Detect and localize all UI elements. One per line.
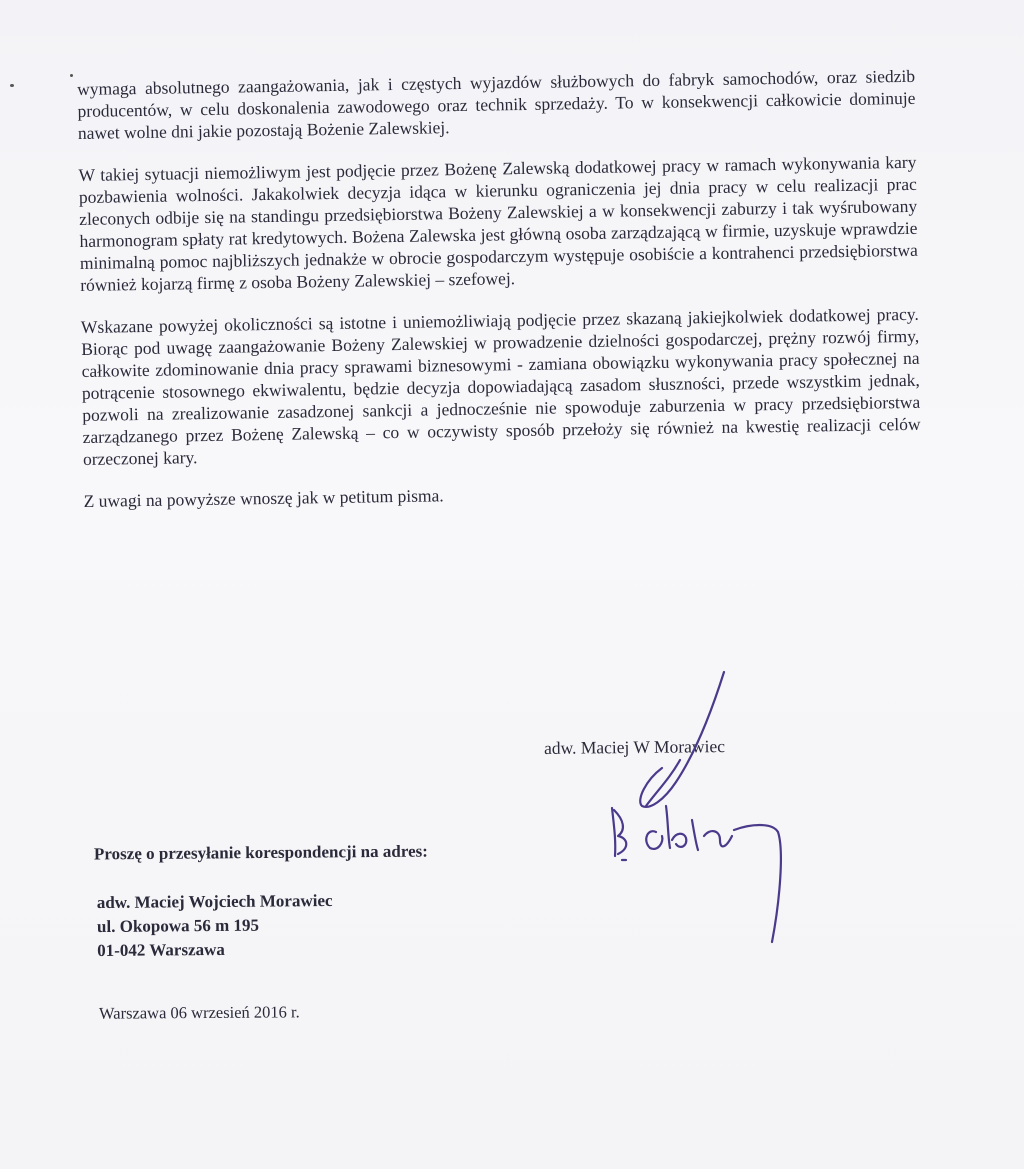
address-line-city: 01-042 Warszawa <box>97 939 225 961</box>
address-block <box>97 889 333 963</box>
paragraph-1: wymaga absolutnego zaangażowania, jak i częstych wyjazdów służbowych do fabryk samochodów, oraz siedzib producentów, w celu doskonalenia zawodowego oraz technik sprzedaży. To w konsekwencji całkowicie dominuje nawet wolne dni jakie pozostają Bożenie Zalewskiej. <box>77 65 916 143</box>
correspondence-heading: Proszę o przesyłanie korespondencji na adres: <box>93 841 428 864</box>
paragraph-4: Z uwagi na powyższe wnoszę jak w petitum pisma. <box>83 485 444 511</box>
paragraph-2: W takiej sytuacji niemożliwym jest podjęcie przez Bożenę Zalewską dodatkowej pracy w ramach wykonywania kary pozbawienia wolności. Jakakolwiek decyzja idąca w kierunku ograniczenia jej dnia pracy w celu realizacji prac zleconych odbije się na standingu przedsiębiorstwa Bożeny Zalewskiej a w konsekwencji zaburzy i tak wyśrubowany harmonogram spłaty rat kredytowych. Bożena Zalewska jest główną osoba zarządzającą w firmie, uzyskuje wprawdzie minimalną pomoc najbliższych jednakże w obrocie gospodarczym występuje osobiście a kontrahenci przedsiębiorstwa również kojarzą firmę z osoba Bożeny Zalewskiej – szefowej. <box>78 151 918 295</box>
scan-speck <box>70 74 73 77</box>
letter-body <box>77 65 922 530</box>
address-line-name: adw. Maciej Wojciech Morawiec <box>96 890 333 913</box>
handwritten-signature <box>600 660 800 950</box>
scan-speck <box>10 84 14 87</box>
document-date: Warszawa 06 wrzesień 2016 r. <box>98 1002 300 1023</box>
paragraph-3: Wskazane powyżej okoliczności są istotne i uniemożliwiają podjęcie przez skazaną jakiejkolwiek dodatkowej pracy. Biorąc pod uwagę zaangażowanie Bożeny Zalewskiej w prowadzenie dzielności gospodarczej, prężny rozwój firmy, całkowite zdominowanie dnia pracy sprawami biznesowymi - zamiana obowiązku wykonywania pracy społecznej na potrącenie stosownego ekwiwalentu, będzie decyzja dopowiadającą zasadom słuszności, przede wszystkim jednak, pozwoli na zrealizowanie zasadzonej sankcji a jednocześnie nie spowoduje zaburzenia w pracy przedsiębiorstwa zarządzanego przez Bożenę Zalewską – co w oczywisty sposób przełoży się również na kwestię realizacji celów orzeczonej kary. <box>80 303 921 469</box>
signer-name: adw. Maciej W Morawiec <box>543 736 726 758</box>
address-line-street: ul. Okopowa 56 m 195 <box>96 915 260 937</box>
